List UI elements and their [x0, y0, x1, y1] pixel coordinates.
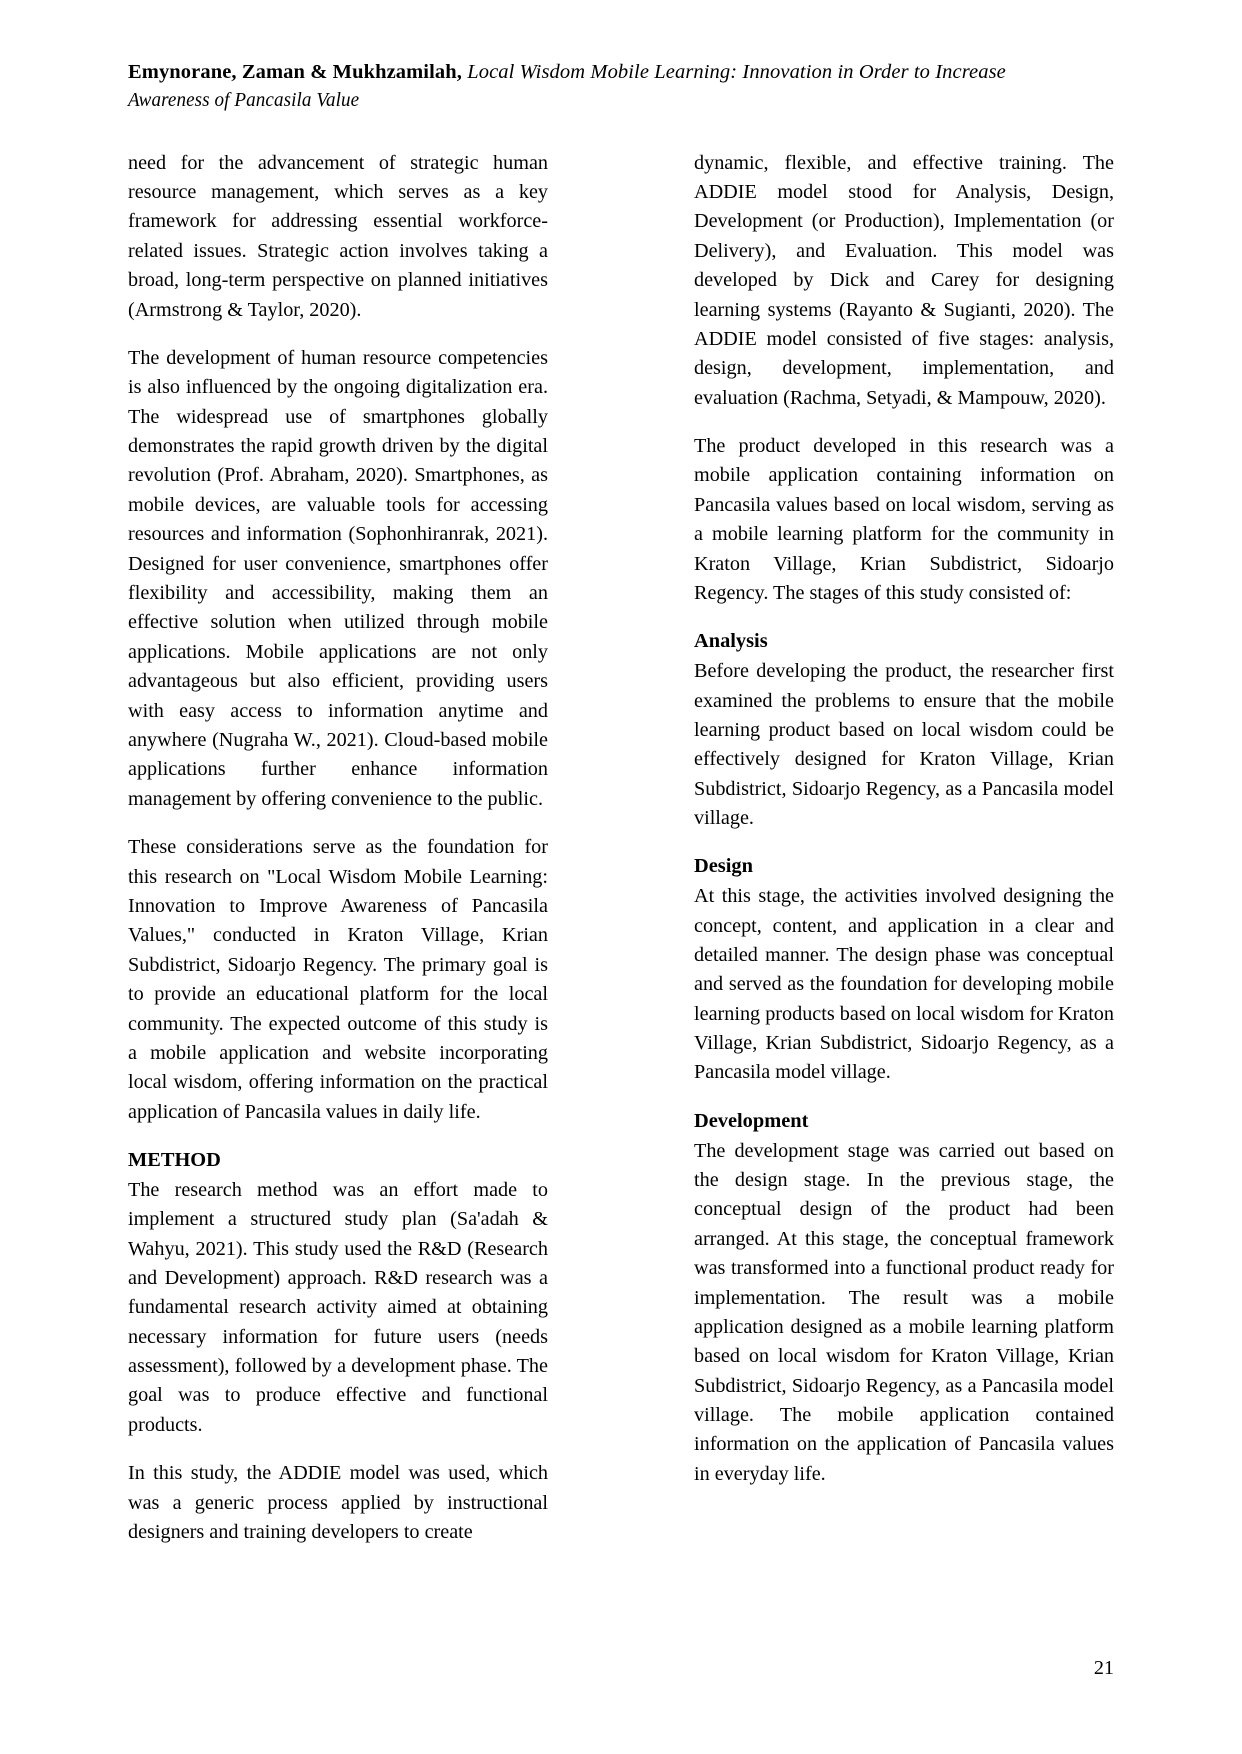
running-header-title-line2: Awareness of Pancasila Value [128, 89, 360, 112]
paragraph: dynamic, flexible, and effective training. The ADDIE model stood for Analysis, Design, Development (or Production), Implementation (or Delivery), and Evaluation. This model was developed by Dick and Carey for designing learning systems (Rayanto & Sugianti, 2020). The ADDIE model consisted of five stages: analysis, design, development, implementation, and evaluation (Rachma, Setyadi, & Mampouw, 2020). [694, 151, 1114, 409]
section-heading-design: Design [694, 855, 753, 878]
running-header [128, 58, 1114, 115]
section-heading-analysis: Analysis [694, 630, 768, 653]
right-column [694, 149, 1114, 1490]
running-header-title: Local Wisdom Mobile Learning: Innovation in Order to Increase [467, 61, 1006, 83]
page-number: 21 [1093, 1657, 1114, 1679]
paragraph: In this study, the ADDIE model was used, which was a generic process applied by instructional designers and training developers to create [128, 1462, 548, 1544]
paragraph: The product developed in this research was a mobile application containing information on Pancasila values based on local wisdom, serving as a mobile learning platform for the community in Kraton Village, Krian Subdistrict, Sidoarjo Regency. The stages of this study consisted of: [694, 435, 1114, 605]
section-heading-development: Development [694, 1109, 809, 1132]
section-heading-method: METHOD [128, 1149, 221, 1172]
paragraph: The research method was an effort made to implement a structured study plan (Sa'adah & Wahyu, 2021). This study used the R&D (Research and Development) approach. R&D research was a fundamental research activity aimed at obtaining necessary information for future users (needs assessment), followed by a development phase. The goal was to produce effective and functional products. [128, 1178, 548, 1436]
paragraph: These considerations serve as the foundation for this research on "Local Wisdom Mobile Learning: Innovation to Improve Awareness of Pancasila Values," conducted in Kraton Village, Krian Subdistrict, Sidoarjo Regency. The primary goal is to provide an educational platform for the local community. The expected outcome of this study is a mobile application and website incorporating local wisdom, offering information on the practical application of Pancasila values in daily life. [128, 836, 548, 1123]
paragraph: The development of human resource competencies is also influenced by the ongoing digitalization era. The widespread use of smartphones globally demonstrates the rapid growth driven by the digital revolution (Prof. Abraham, 2020). Smartphones, as mobile devices, are valuable tools for accessing resources and information (Sophonhiranrak, 2021). Designed for user convenience, smartphones offer flexibility and accessibility, making them an effective solution when utilized through mobile applications. Mobile applications are not only advantageous but also efficient, providing users with easy access to information anytime and anywhere (Nugraha W., 2021). Cloud-based mobile applications further enhance information management by offering convenience to the public. [128, 346, 548, 810]
paragraph: At this stage, the activities involved designing the concept, content, and application in a clear and detailed manner. The design phase was conceptual and served as the foundation for developing mobile learning products based on local wisdom for Kraton Village, Krian Subdistrict, Sidoarjo Regency, as a Pancasila model village. [694, 885, 1114, 1084]
page-content [128, 58, 1114, 1547]
running-header-authors: Emynorane, Zaman & Mukhzamilah, [128, 61, 462, 83]
paragraph: The development stage was carried out based on the design stage. In the previous stage, the conceptual design of the product had been arranged. At this stage, the conceptual framework was transformed into a functional product ready for implementation. The result was a mobile application designed as a mobile learning platform based on local wisdom for Kraton Village, Krian Subdistrict, Sidoarjo Regency, as a Pancasila model village. The mobile application contained information on the application of Pancasila values in everyday life. [694, 1139, 1114, 1485]
paragraph: need for the advancement of strategic human resource management, which serves as a key framework for addressing essential workforce-related issues. Strategic action involves taking a broad, long-term perspective on planned initiatives (Armstrong & Taylor, 2020). [128, 151, 548, 321]
two-column-body [128, 149, 1114, 1548]
left-column [128, 149, 548, 1548]
paragraph: Before developing the product, the researcher first examined the problems to ensure that the mobile learning product based on local wisdom could be effectively designed for Kraton Village, Krian Subdistrict, Sidoarjo Regency, as a Pancasila model village. [694, 660, 1114, 830]
